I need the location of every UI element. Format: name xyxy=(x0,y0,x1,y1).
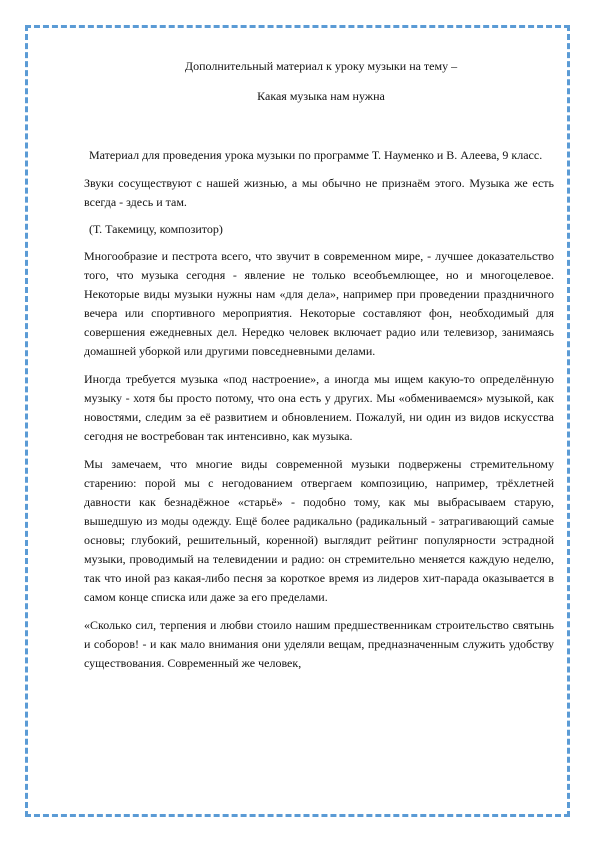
paragraph-body: Иногда требуется музыка «под настроение», а иногда мы ищем какую-то определённую музыку - хотя бы просто потому, что она есть у других. Мы «обмениваемся» музыкой, как новостями, следим за её развитием и обновлением. Пожалуй, ни один из видов искусства сегодня не востребован так интенсивно, как музыка. xyxy=(84,372,554,443)
document-title: Дополнительный материал к уроку музыки на тему – xyxy=(184,59,458,73)
paragraph-intro: Материал для проведения урока музыки по программе Т. Науменко и В. Алеева, 9 класс. xyxy=(89,148,543,162)
document-subtitle: Какая музыка нам нужна xyxy=(257,89,385,103)
paragraph-body: Мы замечаем, что многие виды современной музыки подвержены стремительному старению: порой мы с негодованием отвергаем композицию, например, трёхлетней давности как безнадёжное «старьё» - подобно тому, как мы выбрасываем старую, вышедшую из моды одежду. Ещё более радикально (радикальный - затрагивающий самые основы; глубокий, решительный, коренной) выглядит рейтинг популярности эстрадной музыки, проводимый на телевидении и радио: он стремительно меняется каждую неделю, так что иной раз какая-либо песня за короткое время из лидеров хит-парада оказывается в самом конце списка или даже за его пределами. xyxy=(84,457,554,604)
paragraph-body: Многообразие и пестрота всего, что звучит в современном мире, - лучшее доказательство того, что музыка сегодня - явление не только всеобъемлющее, но и многоцелевое. Некоторые виды музыки нужны нам «для дела», например при проведении праздничного вечера или спортивного мероприятия. Некоторые составляют фон, необходимый для совершения ежедневных дел. Нередко человек включает радио или телевизор, занимаясь домашней уборкой или другими повседневными делами. xyxy=(84,249,554,358)
paragraph-body: «Сколько сил, терпения и любви стоило нашим предшественникам строительство святынь и соборов! - и как мало внимания они уделяли вещам, предназначенным служить удобству существования. Современный же человек, xyxy=(84,618,554,670)
paragraph-epigraph-author: (Т. Такемицу, композитор) xyxy=(89,222,223,236)
paragraph-epigraph-quote: Звуки сосуществуют с нашей жизнью, а мы обычно не признаём этого. Музыка же есть всегда - здесь и там. xyxy=(84,176,554,209)
document-body xyxy=(84,59,554,673)
